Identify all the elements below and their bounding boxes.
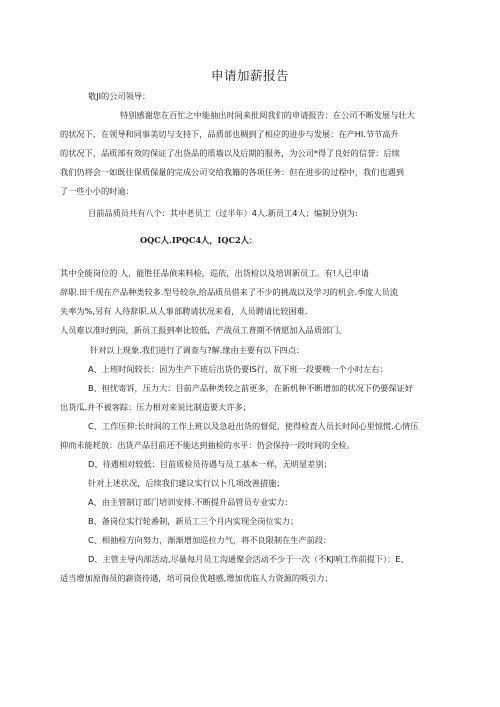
measure-a: A、由主管制订部门培训安排.不断提升品管员专业实力： bbox=[88, 497, 293, 507]
body-line: 特别感谢您在百忙之中能抽出时间来批阅我们的申请报告：在公司不断发展与壮大 bbox=[120, 110, 415, 120]
body-line: 出货瓜.并不被客踪：压力相对来说比制造要大许多； bbox=[60, 402, 251, 412]
reason-a: A、上班时间较长：因为生产下班后出货仍要IS行，故下班一段要晚一个小时左右： bbox=[88, 364, 388, 374]
body-line: 的状况下，在领导和同事美切与支持下，品质部也稠到了相应的进步与发展：在产HI.节节高升 bbox=[60, 129, 399, 139]
reason-b: B、担忧寄诉，压力大：目前产品种类较之前更多，在新机种不断增加的状况下仍要保证好 bbox=[88, 383, 413, 393]
body-line: 适当增加原侮员的薪资待遇，培可岗位优越感,增加优临人力资源的吸引力； bbox=[60, 573, 333, 583]
reason-c: C、工作压抑:长时间的工作上班以及急赶出货的督促，使得检査人员长时间心里惊慌.心情压 bbox=[88, 421, 419, 431]
body-line: 人员难以准时到岗，新员工报到率比较低，产战员工普期不情愿加入品质部门。 bbox=[60, 325, 347, 335]
body-line: 我们仍将会一如既往保质保量的完成公司交给我籍的各项任务：但在进步的过程中，我们也遇到 bbox=[60, 167, 404, 177]
measure-c: C、相抽检方向努力，渐渐增加巡拉力气，将不良限制在生产前段： bbox=[88, 535, 332, 545]
measure-d: D、主管主导内部活动,尽量每月员工沟通聚会活动不少于一次（不KJ响工作前提下）：E、 bbox=[88, 554, 409, 564]
body-line: 其中全能岗位的 人，能胜任品偵来料检，巡依，出货检以及培训新员工。有!人已申请 bbox=[60, 268, 369, 278]
body-line: 辞职.田千现在产品种类较多.型号较杂,给品质员借来了不少的挑战以及学习的机会.季度人员流 bbox=[60, 287, 398, 297]
body-line: 目前品质员共有八个：其中老员工（过半年）4人.新员工4人；编制分别为: bbox=[88, 208, 358, 218]
measure-b: B、备岗位实行轮番制，新员工三个月内实现全岗位实力； bbox=[88, 516, 299, 526]
body-line: 针对上述状况，后续我们建议实行以卜几项改善措施； bbox=[88, 478, 285, 488]
salutation: 敬JI的公司领导： bbox=[88, 91, 151, 101]
staffing-counts: OQC人.IPQC4人，IQC2人： bbox=[140, 235, 258, 245]
body-line: 了一些小小的时逾： bbox=[60, 186, 134, 196]
body-line: 的状况下，品质部有效的保证了出货品的质墙以及后期的服务，为公司*得了良好的信誉：后续 bbox=[60, 148, 400, 158]
reason-d: D、待遇相对较低：目前质检员待遇与员工基本一样，无明显差别； bbox=[88, 459, 332, 469]
body-line: 针对以上现象.我们进行了调查与?解.缘由主要有以下四点： bbox=[90, 345, 305, 355]
body-line: 抑而未能耗放：出货产品目前还不能达到抽检的水平：仍会保持一段时间的全检。 bbox=[60, 440, 355, 450]
body-line: 失率为%,另有 人待辞职.从人事部聘请状况来看，人员聘请比较困难. bbox=[60, 306, 308, 316]
document-title: 申请加薪报告 bbox=[210, 68, 289, 83]
